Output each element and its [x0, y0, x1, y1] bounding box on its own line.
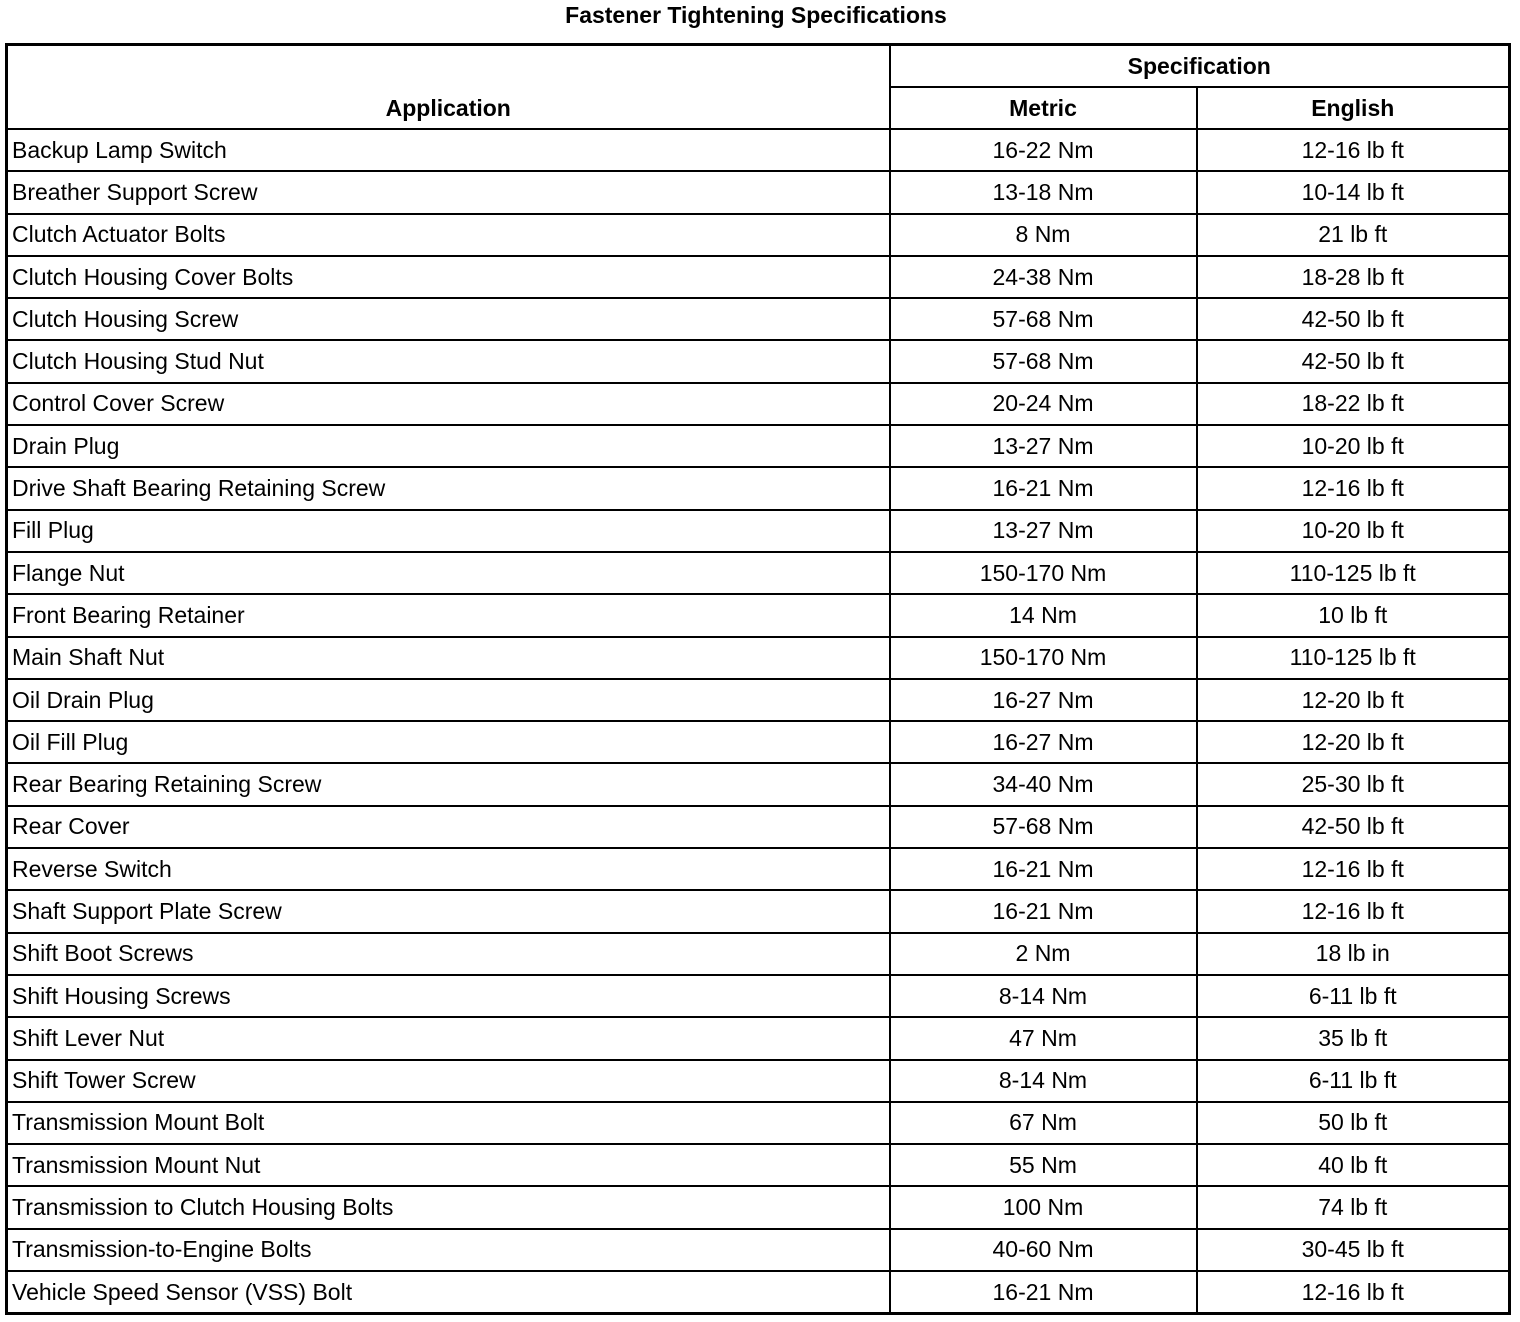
cell-english: 10 lb ft — [1197, 594, 1510, 636]
cell-application: Transmission Mount Nut — [7, 1144, 890, 1186]
cell-english: 35 lb ft — [1197, 1017, 1510, 1059]
cell-english: 25-30 lb ft — [1197, 763, 1510, 805]
cell-application: Fill Plug — [7, 510, 890, 552]
cell-english: 18-22 lb ft — [1197, 383, 1510, 425]
table-row — [7, 1144, 1510, 1186]
cell-application: Clutch Housing Cover Bolts — [7, 256, 890, 298]
cell-english: 12-16 lb ft — [1197, 890, 1510, 932]
cell-metric: 34-40 Nm — [890, 763, 1197, 805]
table-row — [7, 214, 1510, 256]
cell-metric: 16-21 Nm — [890, 1271, 1197, 1314]
cell-metric: 16-22 Nm — [890, 129, 1197, 171]
cell-metric: 150-170 Nm — [890, 552, 1197, 594]
cell-metric: 13-18 Nm — [890, 171, 1197, 213]
cell-application: Transmission Mount Bolt — [7, 1102, 890, 1144]
cell-metric: 40-60 Nm — [890, 1229, 1197, 1271]
cell-metric: 2 Nm — [890, 933, 1197, 975]
cell-application: Backup Lamp Switch — [7, 129, 890, 171]
cell-application: Shift Housing Screws — [7, 975, 890, 1017]
cell-english: 10-20 lb ft — [1197, 510, 1510, 552]
cell-metric: 67 Nm — [890, 1102, 1197, 1144]
cell-english: 12-16 lb ft — [1197, 1271, 1510, 1314]
cell-metric: 13-27 Nm — [890, 510, 1197, 552]
table-row — [7, 763, 1510, 805]
cell-metric: 16-27 Nm — [890, 721, 1197, 763]
cell-english: 18-28 lb ft — [1197, 256, 1510, 298]
cell-application: Shift Lever Nut — [7, 1017, 890, 1059]
cell-metric: 8-14 Nm — [890, 975, 1197, 1017]
cell-application: Reverse Switch — [7, 848, 890, 890]
cell-application: Shift Boot Screws — [7, 933, 890, 975]
table-row — [7, 637, 1510, 679]
cell-english: 10-20 lb ft — [1197, 425, 1510, 467]
cell-application: Vehicle Speed Sensor (VSS) Bolt — [7, 1271, 890, 1314]
cell-metric: 55 Nm — [890, 1144, 1197, 1186]
cell-application: Drain Plug — [7, 425, 890, 467]
table-row — [7, 1102, 1510, 1144]
cell-application: Clutch Actuator Bolts — [7, 214, 890, 256]
table-row — [7, 1186, 1510, 1228]
cell-application: Transmission-to-Engine Bolts — [7, 1229, 890, 1271]
table-row — [7, 1271, 1510, 1314]
cell-english: 12-16 lb ft — [1197, 467, 1510, 509]
cell-application: Clutch Housing Screw — [7, 298, 890, 340]
cell-application: Flange Nut — [7, 552, 890, 594]
table-row — [7, 129, 1510, 171]
table-body — [7, 129, 1510, 1314]
cell-english: 42-50 lb ft — [1197, 806, 1510, 848]
table-row — [7, 510, 1510, 552]
table-row — [7, 256, 1510, 298]
cell-metric: 24-38 Nm — [890, 256, 1197, 298]
table-row — [7, 298, 1510, 340]
table-row — [7, 848, 1510, 890]
cell-metric: 100 Nm — [890, 1186, 1197, 1228]
cell-metric: 16-21 Nm — [890, 890, 1197, 932]
cell-application: Clutch Housing Stud Nut — [7, 340, 890, 382]
cell-application: Rear Bearing Retaining Screw — [7, 763, 890, 805]
cell-application: Oil Drain Plug — [7, 679, 890, 721]
table-row — [7, 171, 1510, 213]
header-specification: Specification — [890, 45, 1510, 88]
cell-english: 12-16 lb ft — [1197, 129, 1510, 171]
cell-application: Breather Support Screw — [7, 171, 890, 213]
cell-metric: 8 Nm — [890, 214, 1197, 256]
spec-table — [5, 43, 1511, 1315]
cell-english: 50 lb ft — [1197, 1102, 1510, 1144]
cell-metric: 150-170 Nm — [890, 637, 1197, 679]
cell-metric: 57-68 Nm — [890, 298, 1197, 340]
table-row — [7, 425, 1510, 467]
cell-metric: 16-21 Nm — [890, 848, 1197, 890]
header-english: English — [1197, 87, 1510, 129]
cell-application: Main Shaft Nut — [7, 637, 890, 679]
table-row — [7, 340, 1510, 382]
cell-application: Control Cover Screw — [7, 383, 890, 425]
cell-english: 74 lb ft — [1197, 1186, 1510, 1228]
cell-application: Oil Fill Plug — [7, 721, 890, 763]
cell-metric: 16-27 Nm — [890, 679, 1197, 721]
table-row — [7, 975, 1510, 1017]
cell-english: 40 lb ft — [1197, 1144, 1510, 1186]
cell-application: Shaft Support Plate Screw — [7, 890, 890, 932]
page-title: Fastener Tightening Specifications — [565, 2, 947, 28]
cell-english: 42-50 lb ft — [1197, 298, 1510, 340]
table-row — [7, 933, 1510, 975]
table-row — [7, 806, 1510, 848]
cell-english: 18 lb in — [1197, 933, 1510, 975]
table-row — [7, 679, 1510, 721]
cell-metric: 57-68 Nm — [890, 340, 1197, 382]
cell-english: 110-125 lb ft — [1197, 637, 1510, 679]
cell-english: 12-20 lb ft — [1197, 721, 1510, 763]
cell-application: Front Bearing Retainer — [7, 594, 890, 636]
table-row — [7, 552, 1510, 594]
cell-metric: 16-21 Nm — [890, 467, 1197, 509]
cell-metric: 57-68 Nm — [890, 806, 1197, 848]
cell-english: 30-45 lb ft — [1197, 1229, 1510, 1271]
table-row — [7, 594, 1510, 636]
cell-english: 6-11 lb ft — [1197, 975, 1510, 1017]
cell-english: 110-125 lb ft — [1197, 552, 1510, 594]
table-row — [7, 467, 1510, 509]
cell-english: 12-20 lb ft — [1197, 679, 1510, 721]
cell-english: 21 lb ft — [1197, 214, 1510, 256]
cell-metric: 20-24 Nm — [890, 383, 1197, 425]
cell-application: Rear Cover — [7, 806, 890, 848]
table-header — [7, 45, 1510, 130]
cell-english: 42-50 lb ft — [1197, 340, 1510, 382]
table-row — [7, 1060, 1510, 1102]
table-row — [7, 383, 1510, 425]
table-row — [7, 721, 1510, 763]
cell-application: Transmission to Clutch Housing Bolts — [7, 1186, 890, 1228]
header-application: Application — [7, 45, 890, 130]
table-row — [7, 890, 1510, 932]
cell-metric: 13-27 Nm — [890, 425, 1197, 467]
cell-metric: 47 Nm — [890, 1017, 1197, 1059]
cell-application: Drive Shaft Bearing Retaining Screw — [7, 467, 890, 509]
header-metric: Metric — [890, 87, 1197, 129]
table-row — [7, 1017, 1510, 1059]
table-row — [7, 1229, 1510, 1271]
cell-english: 10-14 lb ft — [1197, 171, 1510, 213]
cell-metric: 8-14 Nm — [890, 1060, 1197, 1102]
cell-application: Shift Tower Screw — [7, 1060, 890, 1102]
cell-english: 6-11 lb ft — [1197, 1060, 1510, 1102]
cell-english: 12-16 lb ft — [1197, 848, 1510, 890]
cell-metric: 14 Nm — [890, 594, 1197, 636]
